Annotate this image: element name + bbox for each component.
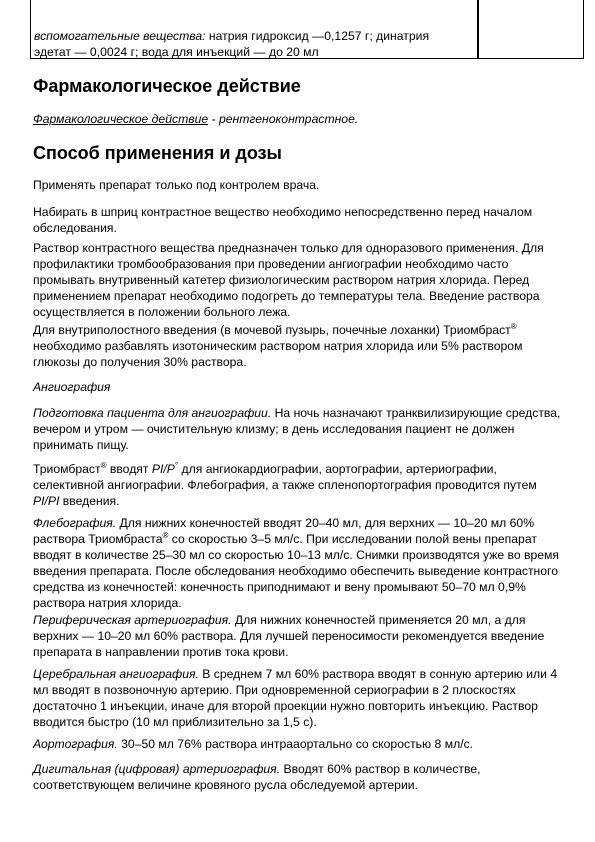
peripheral-arteriography-label: Периферическая артериография.	[33, 613, 232, 627]
patient-preparation-paragraph	[33, 406, 561, 454]
table-column-divider	[477, 0, 479, 58]
registered-mark: ®	[510, 322, 517, 331]
pharm-action-paragraph	[33, 112, 561, 128]
digital-arteriography-label: Дигитальная (цифровая) артериография.	[33, 762, 281, 776]
patient-preparation-text: На ночь назначают транквилизирующие средства, вечером и утром — очистительную клизму; в день исследования пациент не должен принимать пищу.	[33, 406, 561, 452]
dosage-paragraph-intracavitary	[33, 323, 561, 371]
pharm-action-link[interactable]: Фармакологическое действие	[33, 112, 209, 126]
angiography-subheading-text: Ангиография	[33, 380, 111, 394]
aortography-text: 30–50 мл 76% раствора интрааортально со скоростью 8 мл/с.	[117, 737, 474, 751]
phlebography-label: Флебография.	[33, 516, 117, 530]
phlebography-paragraph	[33, 516, 561, 611]
routes-text-a: Триомбраст	[33, 462, 101, 476]
aortography-paragraph	[33, 737, 561, 753]
phlebography-text-a: Для нижних конечностей вводят 20–40 мл, для верхних — 10–20 мл 60% раствора Триомбраста	[33, 516, 535, 546]
dosage-heading: Способ применения и дозы	[33, 143, 282, 163]
peripheral-arteriography-text: Для нижних конечностей применяется 20 мл, а для верхних — 10–20 мл 60% раствора. Для лучшей переносимости рекомендуется введение препарата в направлении против тока крови.	[33, 613, 545, 659]
composition-table-cell	[34, 28, 474, 60]
peripheral-arteriography-paragraph	[33, 613, 561, 661]
aortography-label: Аортография.	[33, 737, 118, 751]
cerebral-angiography-text: В среднем 7 мл 60% раствора вводят в сонную артерию или 4 мл вводят в позвоночную артерию. При одновременной сериографии в 2 плоскостях достаточно 1 инъекции, иначе для второй проекции нужно повторить инъекцию. Раствор вводится быстро (10 мл приблизительно за 1,5 с).	[33, 667, 558, 729]
dosage-paragraph-syringe: Набирать в шприц контрастное вещество необходимо непосредственно перед началом обследования.	[33, 205, 533, 235]
digital-arteriography-paragraph	[33, 762, 561, 794]
registered-mark: ®	[162, 530, 169, 540]
digital-arteriography-text: Вводят 60% раствор в количестве, соответствующем величине кровяного русла обследуемой артерии.	[33, 762, 481, 792]
intracavitary-text-a: Для внутриполостного введения (в мочевой пузырь, почечные лоханки) Триомбраст	[33, 323, 511, 337]
dosage-paragraph-doctor-control: Применять препарат только под контролем врача.	[33, 178, 320, 192]
registered-mark: ®	[100, 461, 107, 470]
routes-abbrev-2: PI/PI	[33, 493, 60, 508]
pharm-action-text: - рентгеноконтрастное.	[208, 112, 359, 126]
cerebral-angiography-label: Церебральная ангиография.	[33, 667, 199, 681]
routes-text-d: введения.	[59, 493, 120, 508]
dosage-paragraph-single-use: Раствор контрастного вещества предназначен только для одноразового применения. Для профилактики тромбообразования при проведении ангиографии необходимо часто промывать внутривенный катетер физиологическим раствором натрия хлорида. Перед применением препарат необходимо подогреть до температуры тела. Введение раствора осуществляется в положении больного лежа.	[33, 241, 544, 319]
excipients-text-line1: натрия гидроксид —0,1257 г; динатрия	[205, 29, 430, 43]
routes-text-b: вводят	[106, 462, 152, 476]
excipients-label: вспомогательные вещества:	[34, 29, 206, 43]
intracavitary-text-b: необходимо разбавлять изотоническим раствором натрия хлорида или 5% раствором глюкозы до получения 30% раствора.	[33, 338, 523, 369]
excipients-text-line2: эдетат — 0,0024 г; вода для инъекций — до 20 мл	[34, 45, 319, 59]
degree-mark: °	[174, 461, 179, 470]
routes-abbrev-1: PI/P	[151, 462, 175, 476]
patient-preparation-label: Подготовка пациента для ангиографии.	[33, 406, 272, 420]
routes-text-c: для ангиокардиографии, аортографии, артериографии, селективной ангиографии. Флебография, а также спленопортография проводится путем	[33, 462, 537, 492]
angiography-subheading	[33, 380, 561, 396]
composition-table-fragment	[30, 0, 584, 59]
cerebral-angiography-paragraph	[33, 667, 561, 731]
pharm-action-heading: Фармакологическое действие	[33, 76, 301, 96]
administration-routes-paragraph	[33, 462, 561, 510]
phlebography-text-b: со скоростью 3–5 мл/с. При исследовании полой вены препарат вводят в количестве 25–30 мл со скоростью 10–13 мл/с. Снимки производятся уже во время введения препарата. После обследования необходимо обеспечить выведение контрастного средства из конечностей: конечность приподнимают и вену промывают 50–70 мл 0,9% раствора натрия хлорида.	[33, 531, 560, 610]
